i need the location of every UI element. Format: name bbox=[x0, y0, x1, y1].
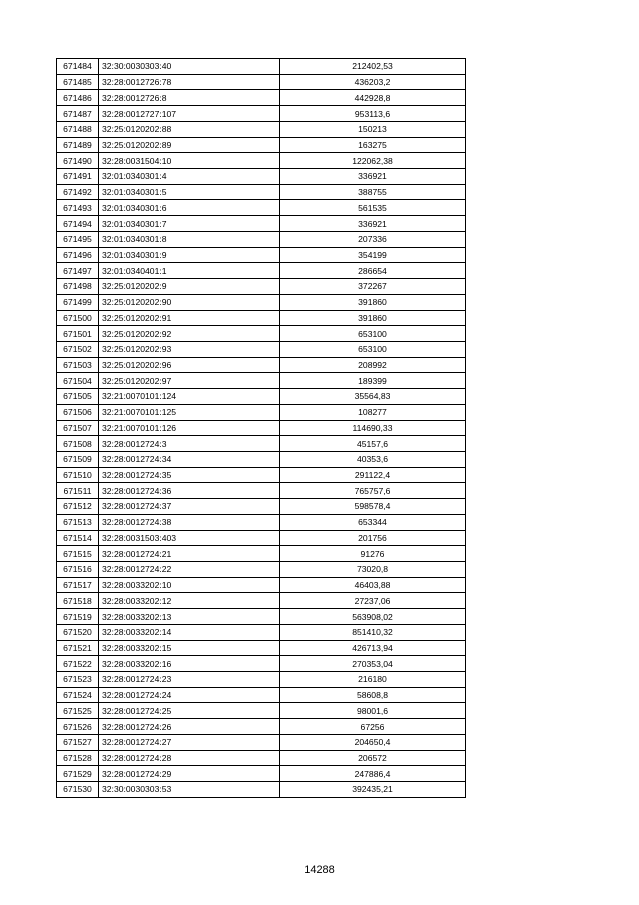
table-row bbox=[57, 279, 466, 295]
row-number-cell: 671518 bbox=[57, 593, 99, 609]
value-cell: 247886,4 bbox=[280, 766, 466, 782]
cadastral-number-cell: 32:28:0012724:21 bbox=[99, 546, 280, 562]
row-number-cell: 671526 bbox=[57, 719, 99, 735]
value-cell: 201756 bbox=[280, 530, 466, 546]
table-row bbox=[57, 90, 466, 106]
cadastral-number-cell: 32:25:0120202:89 bbox=[99, 137, 280, 153]
row-number-cell: 671489 bbox=[57, 137, 99, 153]
cadastral-number-cell: 32:28:0012724:38 bbox=[99, 514, 280, 530]
page-number: 14288 bbox=[304, 864, 335, 876]
table-row bbox=[57, 169, 466, 185]
row-number-cell: 671521 bbox=[57, 640, 99, 656]
cadastral-number-cell: 32:28:0012726:8 bbox=[99, 90, 280, 106]
value-cell: 563908,02 bbox=[280, 609, 466, 625]
value-cell: 336921 bbox=[280, 216, 466, 232]
value-cell: 150213 bbox=[280, 121, 466, 137]
table-row bbox=[57, 577, 466, 593]
row-number-cell: 671503 bbox=[57, 357, 99, 373]
cadastral-number-cell: 32:01:0340301:4 bbox=[99, 169, 280, 185]
cadastral-number-cell: 32:01:0340301:6 bbox=[99, 200, 280, 216]
table-row bbox=[57, 137, 466, 153]
value-cell: 27237,06 bbox=[280, 593, 466, 609]
value-cell: 953113,6 bbox=[280, 106, 466, 122]
row-number-cell: 671515 bbox=[57, 546, 99, 562]
value-cell: 204650,4 bbox=[280, 734, 466, 750]
cadastral-number-cell: 32:21:0070101:126 bbox=[99, 420, 280, 436]
cadastral-number-cell: 32:28:0012724:27 bbox=[99, 734, 280, 750]
value-cell: 114690,33 bbox=[280, 420, 466, 436]
table-row bbox=[57, 703, 466, 719]
cadastral-value-table bbox=[56, 58, 466, 798]
table-row bbox=[57, 357, 466, 373]
table-row bbox=[57, 499, 466, 515]
cadastral-number-cell: 32:28:0031503:403 bbox=[99, 530, 280, 546]
value-cell: 270353,04 bbox=[280, 656, 466, 672]
value-cell: 212402,53 bbox=[280, 59, 466, 75]
row-number-cell: 671507 bbox=[57, 420, 99, 436]
cadastral-number-cell: 32:28:0012724:23 bbox=[99, 672, 280, 688]
value-cell: 561535 bbox=[280, 200, 466, 216]
value-cell: 216180 bbox=[280, 672, 466, 688]
row-number-cell: 671488 bbox=[57, 121, 99, 137]
table-row bbox=[57, 74, 466, 90]
row-number-cell: 671499 bbox=[57, 294, 99, 310]
row-number-cell: 671490 bbox=[57, 153, 99, 169]
table-row bbox=[57, 609, 466, 625]
table-row bbox=[57, 467, 466, 483]
value-cell: 46403,88 bbox=[280, 577, 466, 593]
row-number-cell: 671494 bbox=[57, 216, 99, 232]
row-number-cell: 671530 bbox=[57, 782, 99, 798]
row-number-cell: 671495 bbox=[57, 231, 99, 247]
cadastral-number-cell: 32:21:0070101:125 bbox=[99, 404, 280, 420]
cadastral-number-cell: 32:28:0033202:16 bbox=[99, 656, 280, 672]
cadastral-number-cell: 32:01:0340301:7 bbox=[99, 216, 280, 232]
table-row bbox=[57, 247, 466, 263]
value-cell: 58608,8 bbox=[280, 687, 466, 703]
row-number-cell: 671484 bbox=[57, 59, 99, 75]
row-number-cell: 671504 bbox=[57, 373, 99, 389]
row-number-cell: 671513 bbox=[57, 514, 99, 530]
cadastral-number-cell: 32:28:0012724:25 bbox=[99, 703, 280, 719]
value-cell: 851410,32 bbox=[280, 624, 466, 640]
value-cell: 653100 bbox=[280, 326, 466, 342]
table-row bbox=[57, 121, 466, 137]
table-row bbox=[57, 451, 466, 467]
row-number-cell: 671517 bbox=[57, 577, 99, 593]
value-cell: 598578,4 bbox=[280, 499, 466, 515]
table-row bbox=[57, 766, 466, 782]
cadastral-number-cell: 32:28:0012724:22 bbox=[99, 562, 280, 578]
value-cell: 286654 bbox=[280, 263, 466, 279]
table-row bbox=[57, 389, 466, 405]
table-row bbox=[57, 404, 466, 420]
cadastral-number-cell: 32:28:0012727:107 bbox=[99, 106, 280, 122]
cadastral-number-cell: 32:25:0120202:90 bbox=[99, 294, 280, 310]
cadastral-number-cell: 32:28:0033202:14 bbox=[99, 624, 280, 640]
table-row bbox=[57, 373, 466, 389]
row-number-cell: 671524 bbox=[57, 687, 99, 703]
value-cell: 45157,6 bbox=[280, 436, 466, 452]
row-number-cell: 671506 bbox=[57, 404, 99, 420]
table-row bbox=[57, 656, 466, 672]
table-row bbox=[57, 216, 466, 232]
cadastral-number-cell: 32:28:0033202:15 bbox=[99, 640, 280, 656]
cadastral-number-cell: 32:25:0120202:96 bbox=[99, 357, 280, 373]
value-cell: 442928,8 bbox=[280, 90, 466, 106]
cadastral-number-cell: 32:25:0120202:9 bbox=[99, 279, 280, 295]
value-cell: 372267 bbox=[280, 279, 466, 295]
table-row bbox=[57, 231, 466, 247]
row-number-cell: 671486 bbox=[57, 90, 99, 106]
table-row bbox=[57, 153, 466, 169]
value-cell: 391860 bbox=[280, 310, 466, 326]
value-cell: 653344 bbox=[280, 514, 466, 530]
cadastral-number-cell: 32:30:0030303:40 bbox=[99, 59, 280, 75]
row-number-cell: 671527 bbox=[57, 734, 99, 750]
table-row bbox=[57, 734, 466, 750]
value-cell: 354199 bbox=[280, 247, 466, 263]
table-row bbox=[57, 687, 466, 703]
value-cell: 206572 bbox=[280, 750, 466, 766]
table-row bbox=[57, 562, 466, 578]
table-row bbox=[57, 420, 466, 436]
table-row bbox=[57, 184, 466, 200]
table-row bbox=[57, 782, 466, 798]
cadastral-number-cell: 32:25:0120202:91 bbox=[99, 310, 280, 326]
row-number-cell: 671525 bbox=[57, 703, 99, 719]
value-cell: 108277 bbox=[280, 404, 466, 420]
cadastral-number-cell: 32:28:0012724:28 bbox=[99, 750, 280, 766]
row-number-cell: 671498 bbox=[57, 279, 99, 295]
value-cell: 73020,8 bbox=[280, 562, 466, 578]
row-number-cell: 671505 bbox=[57, 389, 99, 405]
value-cell: 189399 bbox=[280, 373, 466, 389]
cadastral-number-cell: 32:28:0012724:35 bbox=[99, 467, 280, 483]
value-cell: 98001,6 bbox=[280, 703, 466, 719]
table-row bbox=[57, 546, 466, 562]
cadastral-number-cell: 32:01:0340301:8 bbox=[99, 231, 280, 247]
row-number-cell: 671519 bbox=[57, 609, 99, 625]
table-row bbox=[57, 326, 466, 342]
table-row bbox=[57, 200, 466, 216]
row-number-cell: 671502 bbox=[57, 341, 99, 357]
row-number-cell: 671528 bbox=[57, 750, 99, 766]
row-number-cell: 671509 bbox=[57, 451, 99, 467]
cadastral-number-cell: 32:28:0033202:12 bbox=[99, 593, 280, 609]
value-cell: 40353,6 bbox=[280, 451, 466, 467]
table-row bbox=[57, 514, 466, 530]
row-number-cell: 671500 bbox=[57, 310, 99, 326]
cadastral-number-cell: 32:28:0012726:78 bbox=[99, 74, 280, 90]
row-number-cell: 671511 bbox=[57, 483, 99, 499]
value-cell: 122062,38 bbox=[280, 153, 466, 169]
cadastral-number-cell: 32:28:0012724:26 bbox=[99, 719, 280, 735]
cadastral-number-cell: 32:28:0012724:36 bbox=[99, 483, 280, 499]
row-number-cell: 671512 bbox=[57, 499, 99, 515]
row-number-cell: 671510 bbox=[57, 467, 99, 483]
cadastral-number-cell: 32:21:0070101:124 bbox=[99, 389, 280, 405]
value-cell: 291122,4 bbox=[280, 467, 466, 483]
cadastral-number-cell: 32:28:0012724:3 bbox=[99, 436, 280, 452]
row-number-cell: 671514 bbox=[57, 530, 99, 546]
table-row bbox=[57, 593, 466, 609]
cadastral-number-cell: 32:28:0012724:37 bbox=[99, 499, 280, 515]
table-row bbox=[57, 310, 466, 326]
value-cell: 67256 bbox=[280, 719, 466, 735]
table-row bbox=[57, 719, 466, 735]
table-row bbox=[57, 640, 466, 656]
value-cell: 207336 bbox=[280, 231, 466, 247]
table-body bbox=[57, 59, 466, 798]
value-cell: 163275 bbox=[280, 137, 466, 153]
cadastral-number-cell: 32:28:0012724:24 bbox=[99, 687, 280, 703]
cadastral-number-cell: 32:30:0030303:53 bbox=[99, 782, 280, 798]
row-number-cell: 671522 bbox=[57, 656, 99, 672]
row-number-cell: 671487 bbox=[57, 106, 99, 122]
cadastral-number-cell: 32:25:0120202:93 bbox=[99, 341, 280, 357]
value-cell: 388755 bbox=[280, 184, 466, 200]
cadastral-number-cell: 32:25:0120202:97 bbox=[99, 373, 280, 389]
row-number-cell: 671497 bbox=[57, 263, 99, 279]
table-row bbox=[57, 530, 466, 546]
cadastral-number-cell: 32:28:0033202:10 bbox=[99, 577, 280, 593]
row-number-cell: 671520 bbox=[57, 624, 99, 640]
row-number-cell: 671493 bbox=[57, 200, 99, 216]
row-number-cell: 671492 bbox=[57, 184, 99, 200]
value-cell: 91276 bbox=[280, 546, 466, 562]
table-row bbox=[57, 294, 466, 310]
cadastral-number-cell: 32:28:0033202:13 bbox=[99, 609, 280, 625]
row-number-cell: 671516 bbox=[57, 562, 99, 578]
table-row bbox=[57, 263, 466, 279]
row-number-cell: 671496 bbox=[57, 247, 99, 263]
table-row bbox=[57, 672, 466, 688]
table-row bbox=[57, 341, 466, 357]
row-number-cell: 671485 bbox=[57, 74, 99, 90]
value-cell: 392435,21 bbox=[280, 782, 466, 798]
table-row bbox=[57, 106, 466, 122]
row-number-cell: 671508 bbox=[57, 436, 99, 452]
row-number-cell: 671501 bbox=[57, 326, 99, 342]
cadastral-number-cell: 32:01:0340301:9 bbox=[99, 247, 280, 263]
row-number-cell: 671491 bbox=[57, 169, 99, 185]
table-row bbox=[57, 750, 466, 766]
value-cell: 336921 bbox=[280, 169, 466, 185]
cadastral-number-cell: 32:28:0012724:29 bbox=[99, 766, 280, 782]
cadastral-number-cell: 32:28:0012724:34 bbox=[99, 451, 280, 467]
cadastral-number-cell: 32:25:0120202:88 bbox=[99, 121, 280, 137]
cadastral-number-cell: 32:28:0031504:10 bbox=[99, 153, 280, 169]
value-cell: 765757,6 bbox=[280, 483, 466, 499]
table-row bbox=[57, 436, 466, 452]
row-number-cell: 671529 bbox=[57, 766, 99, 782]
row-number-cell: 671523 bbox=[57, 672, 99, 688]
cadastral-number-cell: 32:25:0120202:92 bbox=[99, 326, 280, 342]
value-cell: 436203,2 bbox=[280, 74, 466, 90]
value-cell: 426713,94 bbox=[280, 640, 466, 656]
value-cell: 653100 bbox=[280, 341, 466, 357]
table-row bbox=[57, 624, 466, 640]
table-row bbox=[57, 59, 466, 75]
table-row bbox=[57, 483, 466, 499]
cadastral-number-cell: 32:01:0340301:5 bbox=[99, 184, 280, 200]
cadastral-number-cell: 32:01:0340401:1 bbox=[99, 263, 280, 279]
value-cell: 208992 bbox=[280, 357, 466, 373]
value-cell: 391860 bbox=[280, 294, 466, 310]
value-cell: 35564,83 bbox=[280, 389, 466, 405]
